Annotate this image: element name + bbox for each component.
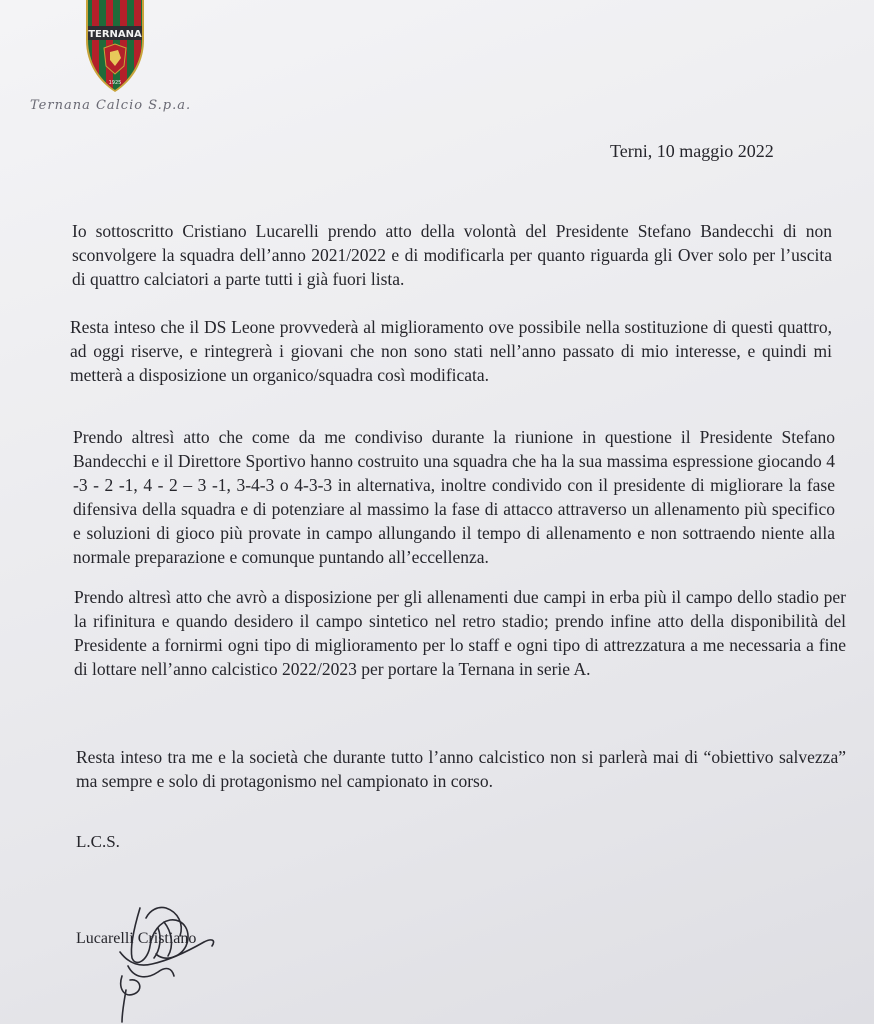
logo-text: TERNANA [88,29,142,40]
paragraph-4: Prendo altresì atto che avrò a disposizione per gli allenamenti due campi in erba più il campo dello stadio per la rifinitura e quando desidero il campo sintetico nel retro stadio; prendo infine atto della disponibilità del Presidente a fornirmi ogni tipo di miglioramento per lo staff e ogni tipo di attrezzatura a me necessaria a fine di lottare nell’anno calcistico 2022/2023 per portare la Ternana in serie A. [74,587,846,679]
ternana-crest-logo [80,0,150,92]
logo-year: 1925 [108,80,122,86]
handwritten-signature [100,898,230,1024]
signature-name: Lucarelli Cristiano [76,930,197,947]
letter-date: Terni, 10 maggio 2022 [610,141,774,161]
paragraph-2: Resta inteso che il DS Leone provvederà al miglioramento ove possibile nella sostituzione di questi quattro, ad oggi riserve, e rintegrerà i giovani che non sono stati nell’anno passato di mio interesse, e quindi mi metterà a disposizione un organico/squadra così modificata. [70,317,832,385]
paragraph-3: Prendo altresì atto che come da me condiviso durante la riunione in questione il Presidente Stefano Bandecchi e il Direttore Sportivo hanno costruito una squadra che ha la sua massima espressione giocando 4 -3 - 2 -1, 4 - 2 – 3 -1, 3-4-3 o 4-3-3 in alternativa, inoltre condivido con il presidente di migliorare la fase difensiva della squadra e di potenziare al massimo la fase di attacco attraverso un allenamento più specifico e soluzioni di gioco più provate in campo allungando il tempo di allenamento e non sottraendo niente alla normale preparazione e comunque puntando all’eccellenza. [73,427,835,567]
paragraph-1: Io sottoscritto Cristiano Lucarelli prendo atto della volontà del Presidente Stefano Bandecchi di non sconvolgere la squadra dell’anno 2021/2022 e di modificarla per quanto riguarda gli Over solo per l’uscita di quattro calciatori a parte tutti i già fuori lista. [72,221,832,289]
club-name-letterhead: Ternana Calcio S.p.a. [30,98,192,113]
closing-lcs: L.C.S. [76,832,120,851]
paragraph-5: Resta inteso tra me e la società che durante tutto l’anno calcistico non si parlerà mai di “obiettivo salvezza” ma sempre e solo di protagonismo nel campionato in corso. [76,747,846,791]
